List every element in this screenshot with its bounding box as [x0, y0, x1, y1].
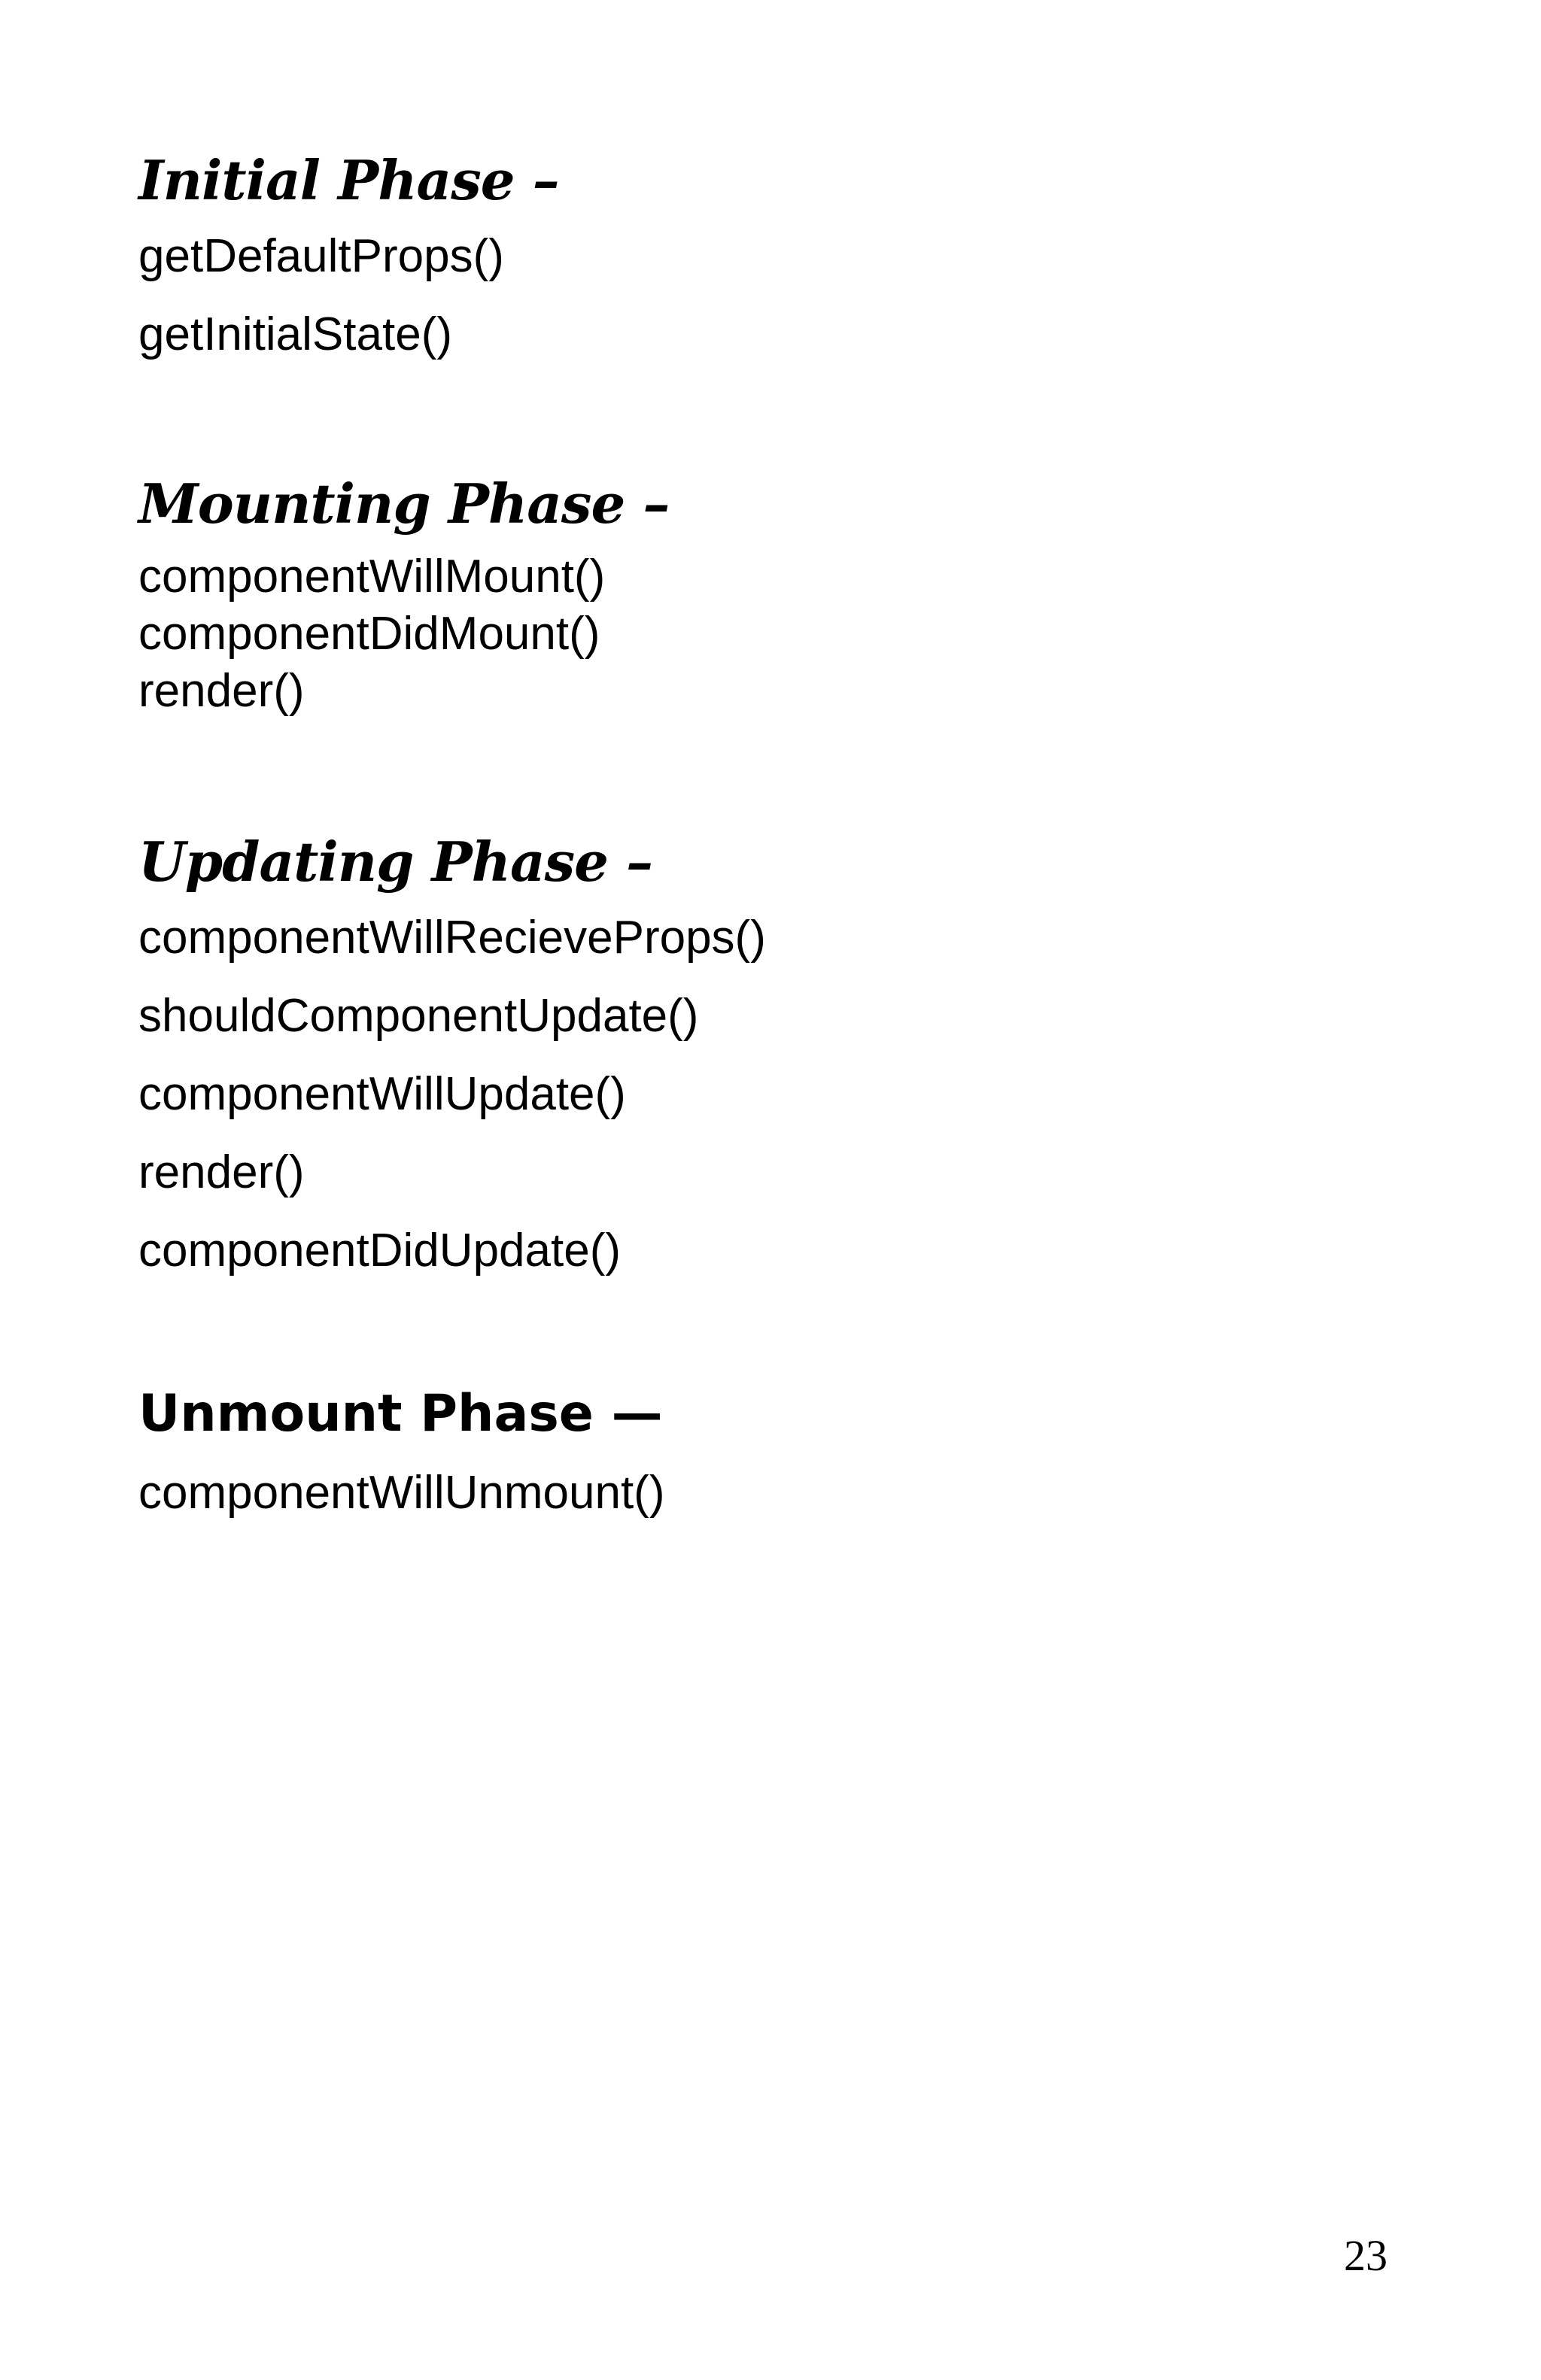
- method-item: componentWillMount(): [138, 551, 606, 603]
- method-item: componentWillUpdate(): [138, 1068, 626, 1120]
- method-item: componentWillRecieveProps(): [138, 912, 766, 964]
- initial-phase-section: [138, 148, 1418, 379]
- method-item: getInitialState(): [138, 308, 452, 360]
- updating-phase-section: [138, 830, 1418, 1286]
- method-item: componentDidUpdate(): [138, 1225, 622, 1277]
- page-number: 23: [1344, 2231, 1388, 2280]
- section-heading: Initial Phase –: [138, 148, 559, 212]
- method-item: render(): [138, 1146, 305, 1198]
- method-item: render(): [138, 665, 305, 717]
- unmount-phase-section: [138, 1384, 1418, 1539]
- method-item: shouldComponentUpdate(): [138, 990, 699, 1042]
- section-heading: Unmount Phase —: [138, 1384, 663, 1443]
- method-item: componentWillUnmount(): [138, 1467, 665, 1519]
- section-heading: Updating Phase –: [138, 830, 653, 894]
- method-item: componentDidMount(): [138, 608, 600, 660]
- section-heading: Mounting Phase –: [138, 472, 670, 536]
- mounting-phase-section: [138, 472, 1418, 725]
- method-item: getDefaultProps(): [138, 230, 504, 282]
